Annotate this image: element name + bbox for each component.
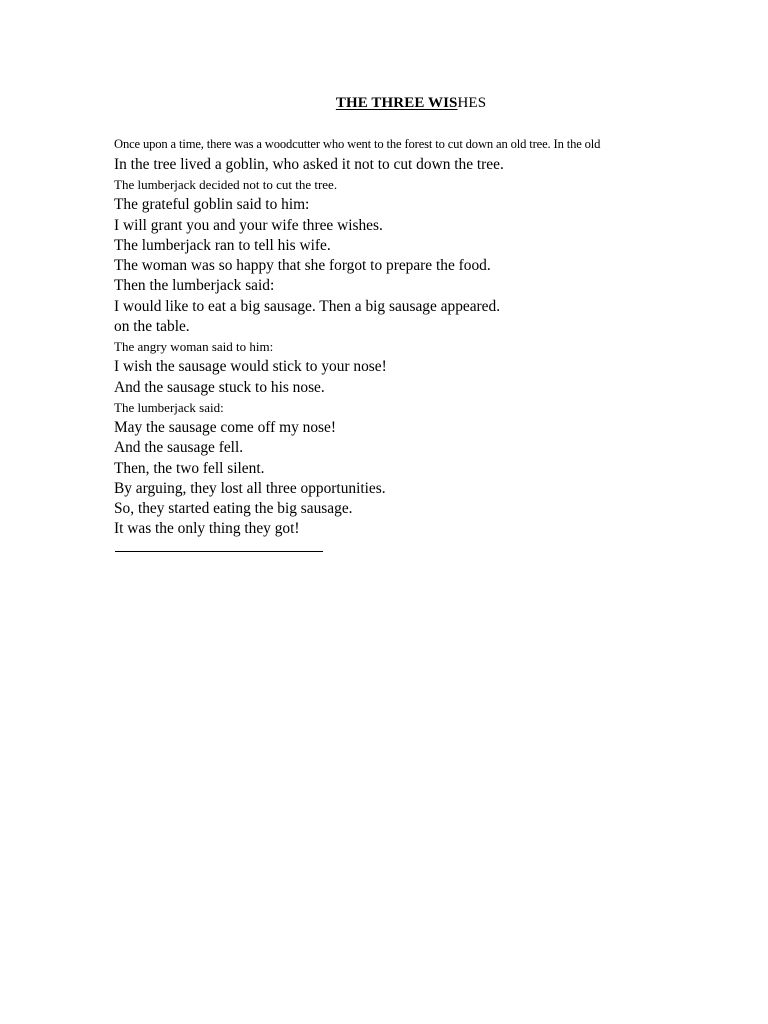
story-line: The angry woman said to him: — [114, 339, 274, 355]
story-line: on the table. — [114, 318, 190, 336]
document-title — [0, 95, 768, 112]
story-line: The lumberjack ran to tell his wife. — [114, 236, 331, 254]
story-line: Then, the two fell silent. — [114, 459, 265, 477]
story-line: The lumberjack decided not to cut the tree. — [114, 177, 338, 193]
story-line: I will grant you and your wife three wishes. — [114, 216, 383, 234]
story-line: I would like to eat a big sausage. Then a big sausage appeared. — [114, 297, 501, 315]
story-line: And the sausage fell. — [114, 439, 244, 457]
title-rest-part: HES — [457, 95, 487, 111]
story-line: In the tree lived a goblin, who asked it not to cut down the tree. — [114, 156, 504, 173]
story-line: I wish the sausage would stick to your nose! — [114, 358, 387, 376]
title-underlined-part: THE THREE WIS — [335, 95, 458, 111]
story-line: By arguing, they lost all three opportunities. — [114, 479, 386, 497]
story-line: It was the only thing they got! — [114, 520, 300, 538]
story-line: Then the lumberjack said: — [114, 277, 275, 295]
story-line: The grateful goblin said to him: — [114, 196, 310, 214]
story-body — [114, 133, 754, 540]
story-line: So, they started eating the big sausage. — [114, 500, 353, 518]
signature-rule — [115, 551, 323, 552]
story-line: Once upon a time, there was a woodcutter who went to the forest to cut down an old tree. In the old — [114, 137, 601, 151]
story-line: The lumberjack said: — [114, 399, 224, 415]
story-line: And the sausage stuck to his nose. — [114, 378, 325, 396]
story-line: The woman was so happy that she forgot to prepare the food. — [114, 257, 491, 275]
story-line: May the sausage come off my nose! — [114, 418, 336, 436]
